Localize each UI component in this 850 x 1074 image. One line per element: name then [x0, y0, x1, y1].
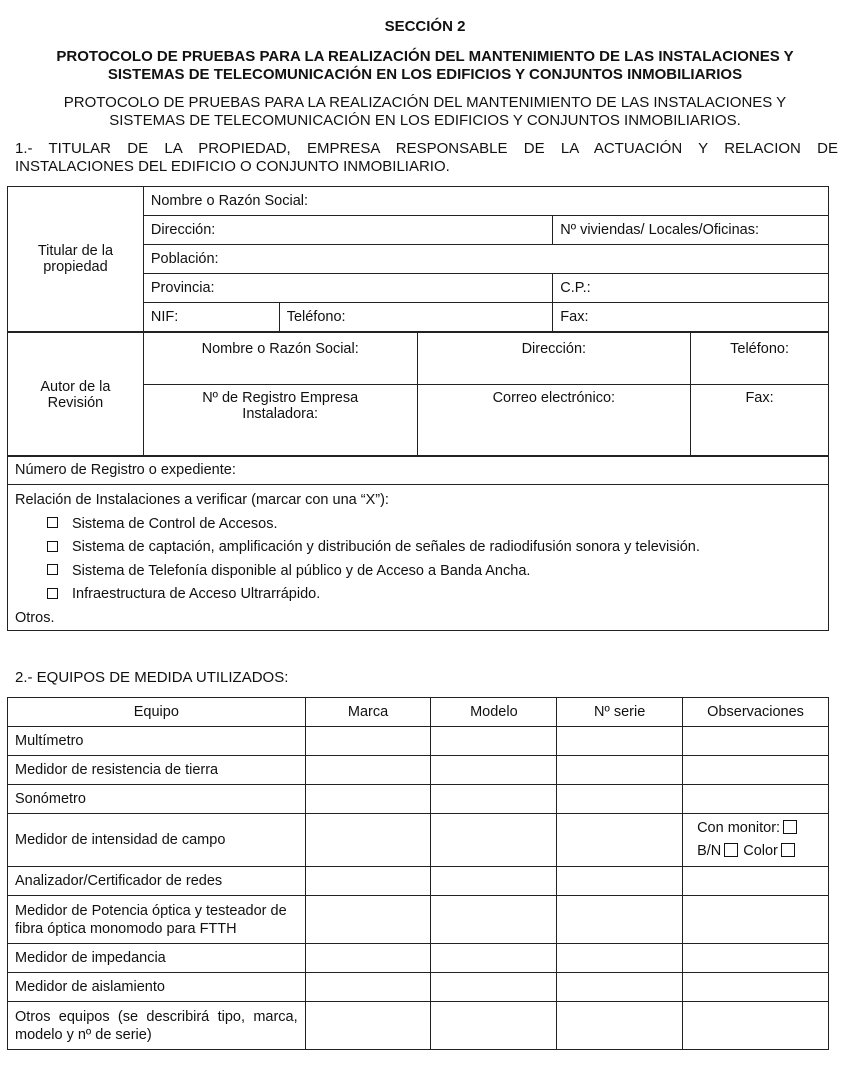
monitor-type-options: [697, 840, 822, 863]
bn-label: B/N: [697, 843, 722, 859]
marca-cell[interactable]: [305, 727, 431, 756]
table-row: [8, 1002, 829, 1050]
autor-registro-field[interactable]: Nº de Registro Empresa Instaladora:: [143, 385, 417, 457]
table-row: [8, 973, 829, 1002]
column-header: Modelo: [431, 698, 557, 727]
autor-table: [7, 332, 829, 457]
modelo-cell[interactable]: [431, 896, 557, 944]
serie-cell[interactable]: [557, 814, 683, 867]
titular-label: Titular de la propiedad: [8, 187, 144, 332]
section2-heading: 2.- EQUIPOS DE MEDIDA UTILIZADOS:: [15, 669, 289, 686]
relacion-item-label: Sistema de Telefonía disponible al público y de Acceso a Banda Ancha.: [72, 562, 531, 579]
observaciones-cell[interactable]: [683, 1002, 829, 1050]
equipo-name: Medidor de impedancia: [8, 944, 306, 973]
serie-cell[interactable]: [557, 756, 683, 785]
serie-cell[interactable]: [557, 1002, 683, 1050]
num-registro-field[interactable]: Número de Registro o expediente:: [8, 456, 829, 485]
color-label: Color: [743, 843, 778, 859]
equipo-name: Medidor de aislamiento: [8, 973, 306, 1002]
modelo-cell[interactable]: [431, 727, 557, 756]
con-monitor-label: Con monitor:: [697, 820, 781, 836]
checkbox[interactable]: [47, 588, 58, 599]
protocol-title-line2: SISTEMAS DE TELECOMUNICACIÓN EN LOS EDIFICIOS Y CONJUNTOS INMOBILIARIOS.: [109, 112, 741, 129]
table-row: [8, 896, 829, 944]
section1-heading-line2: INSTALACIONES DEL EDIFICIO O CONJUNTO INMOBILIARIO.: [15, 158, 450, 175]
relacion-otros[interactable]: Otros.: [15, 609, 55, 626]
titular-poblacion-field[interactable]: Población:: [143, 245, 828, 274]
titular-fax-field[interactable]: Fax:: [553, 303, 829, 332]
observaciones-cell[interactable]: [683, 727, 829, 756]
table-row: [8, 814, 829, 867]
relacion-item[interactable]: [15, 583, 821, 607]
observaciones-cell[interactable]: [683, 867, 829, 896]
serie-cell[interactable]: [557, 785, 683, 814]
protocol-title: [20, 94, 830, 130]
con-monitor-option[interactable]: [697, 817, 822, 840]
autor-nombre-field[interactable]: Nombre o Razón Social:: [143, 333, 417, 385]
titular-viviendas-field[interactable]: Nº viviendas/ Locales/Oficinas:: [553, 216, 829, 245]
section-title: SECCIÓN 2: [384, 18, 466, 35]
checkbox[interactable]: [783, 820, 797, 834]
serie-cell[interactable]: [557, 944, 683, 973]
marca-cell[interactable]: [305, 896, 431, 944]
table-row: [8, 727, 829, 756]
modelo-cell[interactable]: [431, 867, 557, 896]
relacion-item-label: Sistema de captación, amplificación y distribución de señales de radiodifusión sonora y televisión.: [72, 539, 700, 555]
column-header: Marca: [305, 698, 431, 727]
table-row: [8, 756, 829, 785]
checkbox[interactable]: [781, 843, 795, 857]
autor-direccion-field[interactable]: Dirección:: [417, 333, 691, 385]
modelo-cell[interactable]: [431, 756, 557, 785]
autor-telefono-field[interactable]: Teléfono:: [691, 333, 829, 385]
equipo-name: Analizador/Certificador de redes: [8, 867, 306, 896]
titular-nif-field[interactable]: NIF:: [143, 303, 279, 332]
modelo-cell[interactable]: [431, 944, 557, 973]
table-row: [8, 944, 829, 973]
marca-cell[interactable]: [305, 785, 431, 814]
table-row: [8, 867, 829, 896]
checkbox[interactable]: [47, 564, 58, 575]
observaciones-cell[interactable]: [683, 896, 829, 944]
relacion-item[interactable]: [15, 513, 821, 537]
column-header: Equipo: [8, 698, 306, 727]
table-row: [8, 785, 829, 814]
observaciones-cell[interactable]: [683, 944, 829, 973]
observaciones-cell[interactable]: [683, 973, 829, 1002]
equipo-name: Medidor de resistencia de tierra: [8, 756, 306, 785]
observaciones-cell[interactable]: [683, 756, 829, 785]
marca-cell[interactable]: [305, 867, 431, 896]
checkbox[interactable]: [724, 843, 738, 857]
titular-table: [7, 186, 829, 332]
checkbox[interactable]: [47, 517, 58, 528]
titular-nombre-field[interactable]: Nombre o Razón Social:: [143, 187, 828, 216]
serie-cell[interactable]: [557, 973, 683, 1002]
serie-cell[interactable]: [557, 727, 683, 756]
observaciones-cell[interactable]: [683, 785, 829, 814]
relacion-item[interactable]: [15, 560, 821, 584]
equipo-name: Medidor de intensidad de campo: [8, 814, 306, 867]
marca-cell[interactable]: [305, 1002, 431, 1050]
autor-fax-field[interactable]: Fax:: [691, 385, 829, 457]
titular-cp-field[interactable]: C.P.:: [553, 274, 829, 303]
marca-cell[interactable]: [305, 814, 431, 867]
serie-cell[interactable]: [557, 867, 683, 896]
autor-correo-field[interactable]: Correo electrónico:: [417, 385, 691, 457]
relacion-label: Relación de Instalaciones a verificar (marcar con una “X”):: [15, 492, 389, 508]
marca-cell[interactable]: [305, 756, 431, 785]
autor-label: Autor de la Revisión: [8, 333, 144, 457]
relacion-item[interactable]: [15, 536, 821, 560]
relacion-item-label: Infraestructura de Acceso Ultrarrápido.: [72, 586, 321, 602]
modelo-cell[interactable]: [431, 1002, 557, 1050]
protocol-title-bold: [20, 48, 830, 84]
marca-cell[interactable]: [305, 973, 431, 1002]
protocol-title-bold-line2: SISTEMAS DE TELECOMUNICACIÓN EN LOS EDIFICIOS Y CONJUNTOS INMOBILIARIOS: [107, 66, 743, 83]
column-header: Observaciones: [683, 698, 829, 727]
serie-cell[interactable]: [557, 896, 683, 944]
relacion-cell: [8, 485, 829, 631]
protocol-title-bold-line1: PROTOCOLO DE PRUEBAS PARA LA REALIZACIÓN DEL MANTENIMIENTO DE LAS INSTALACIONES Y: [56, 48, 794, 65]
marca-cell[interactable]: [305, 944, 431, 973]
titular-direccion-field[interactable]: Dirección:: [143, 216, 552, 245]
observaciones-cell: [683, 814, 829, 867]
checkbox[interactable]: [47, 541, 58, 552]
column-header: Nº serie: [557, 698, 683, 727]
equipo-name: Otros equipos (se describirá tipo, marca, modelo y nº de serie): [8, 1002, 306, 1050]
protocol-title-line1: PROTOCOLO DE PRUEBAS PARA LA REALIZACIÓN DEL MANTENIMIENTO DE LAS INSTALACIONES Y: [63, 94, 787, 111]
relacion-item-label: Sistema de Control de Accesos.: [72, 515, 278, 532]
equipo-name: Sonómetro: [8, 785, 306, 814]
section1-heading-line1: 1.- TITULAR DE LA PROPIEDAD, EMPRESA RESPONSABLE DE LA ACTUACIÓN Y RELACION DE: [15, 140, 838, 157]
modelo-cell[interactable]: [431, 785, 557, 814]
titular-provincia-field[interactable]: Provincia:: [143, 274, 552, 303]
equipo-name: Multímetro: [8, 727, 306, 756]
equipos-table: [7, 697, 829, 1050]
equipo-name: Medidor de Potencia óptica y testeador de fibra óptica monomodo para FTTH: [8, 896, 306, 944]
relacion-table: [7, 455, 829, 631]
titular-telefono-field[interactable]: Teléfono:: [279, 303, 553, 332]
modelo-cell[interactable]: [431, 814, 557, 867]
modelo-cell[interactable]: [431, 973, 557, 1002]
